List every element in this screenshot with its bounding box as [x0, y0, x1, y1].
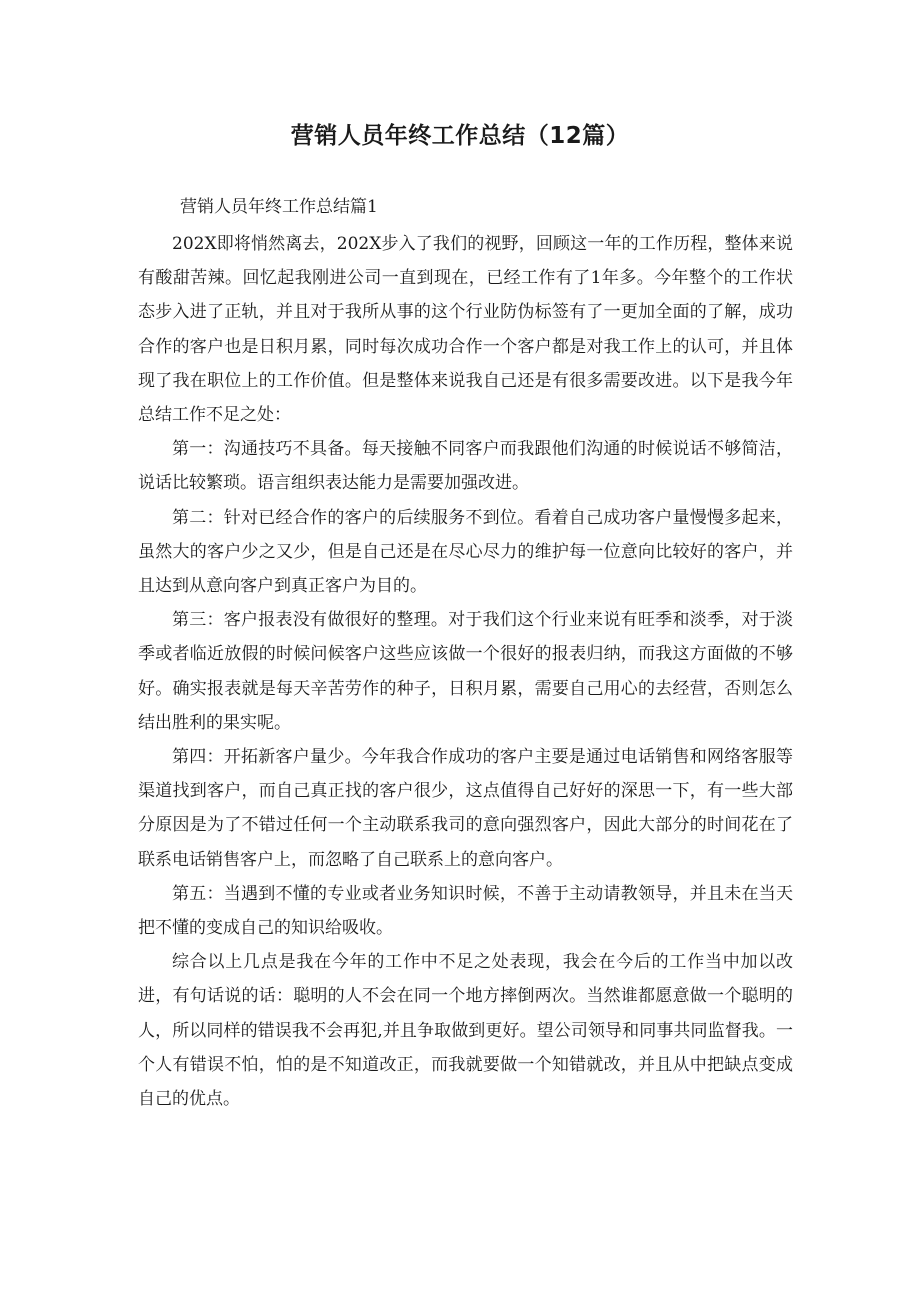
paragraph-intro: 202X即将悄然离去，202X步入了我们的视野，回顾这一年的工作历程，整体来说有酸甜苦辣。回忆起我刚进公司一直到现在，已经工作有了1年多。今年整个的工作状态步入进了正轨，并且对于我所从事的这个行业防伪标签有了一更加全面的了解，成功合作的客户也是日积月累，同时每次成功合作一个客户都是对我工作上的认可，并且体现了我在职位上的工作价值。但是整体来说我自己还是有很多需要改进。以下是我今年总结工作不足之处： — [138, 234, 793, 426]
paragraph-point-2: 第二：针对已经合作的客户的后续服务不到位。看着自己成功客户量慢慢多起来，虽然大的客户少之又少，但是自己还是在尽心尽力的维护每一位意向比较好的客户，并且达到从意向客户到真正客户为目的。 — [138, 507, 793, 597]
paragraph-point-3: 第三：客户报表没有做很好的整理。对于我们这个行业来说有旺季和淡季，对于淡季或者临近放假的时候问候客户这些应该做一个很好的报表归纳，而我这方面做的不够好。确实报表就是每天辛苦劳作的种子，日积月累，需要自己用心的去经营，否则怎么结出胜利的果实呢。 — [138, 610, 793, 733]
document-body — [138, 227, 793, 1116]
section-heading: 营销人员年终工作总结篇1 — [180, 197, 378, 217]
paragraph-point-1: 第一：沟通技巧不具备。每天接触不同客户而我跟他们沟通的时候说话不够简洁，说话比较繁琐。语言组织表达能力是需要加强改进。 — [138, 439, 793, 494]
paragraph-point-4: 第四：开拓新客户量少。今年我合作成功的客户主要是通过电话销售和网络客服等渠道找到客户，而自己真正找的客户很少，这点值得自己好好的深思一下，有一些大部分原因是为了不错过任何一个主动联系我司的意向强烈客户，因此大部分的时间花在了联系电话销售客户上，而忽略了自己联系上的意向客户。 — [138, 747, 793, 870]
paragraph-point-5: 第五：当遇到不懂的专业或者业务知识时候，不善于主动请教领导，并且未在当天把不懂的变成自己的知识给吸收。 — [138, 883, 793, 939]
paragraph-conclusion: 综合以上几点是我在今年的工作中不足之处表现，我会在今后的工作当中加以改进，有句话说的话：聪明的人不会在同一个地方摔倒两次。当然谁都愿意做一个聪明的人，所以同样的错误我不会再犯,并且争取做到更好。望公司领导和同事共同监督我。一个人有错误不怕，怕的是不知道改正，而我就要做一个知错就改，并且从中把缺点变成自己的优点。 — [138, 952, 793, 1110]
document-title: 营销人员年终工作总结（12篇） — [290, 123, 630, 149]
